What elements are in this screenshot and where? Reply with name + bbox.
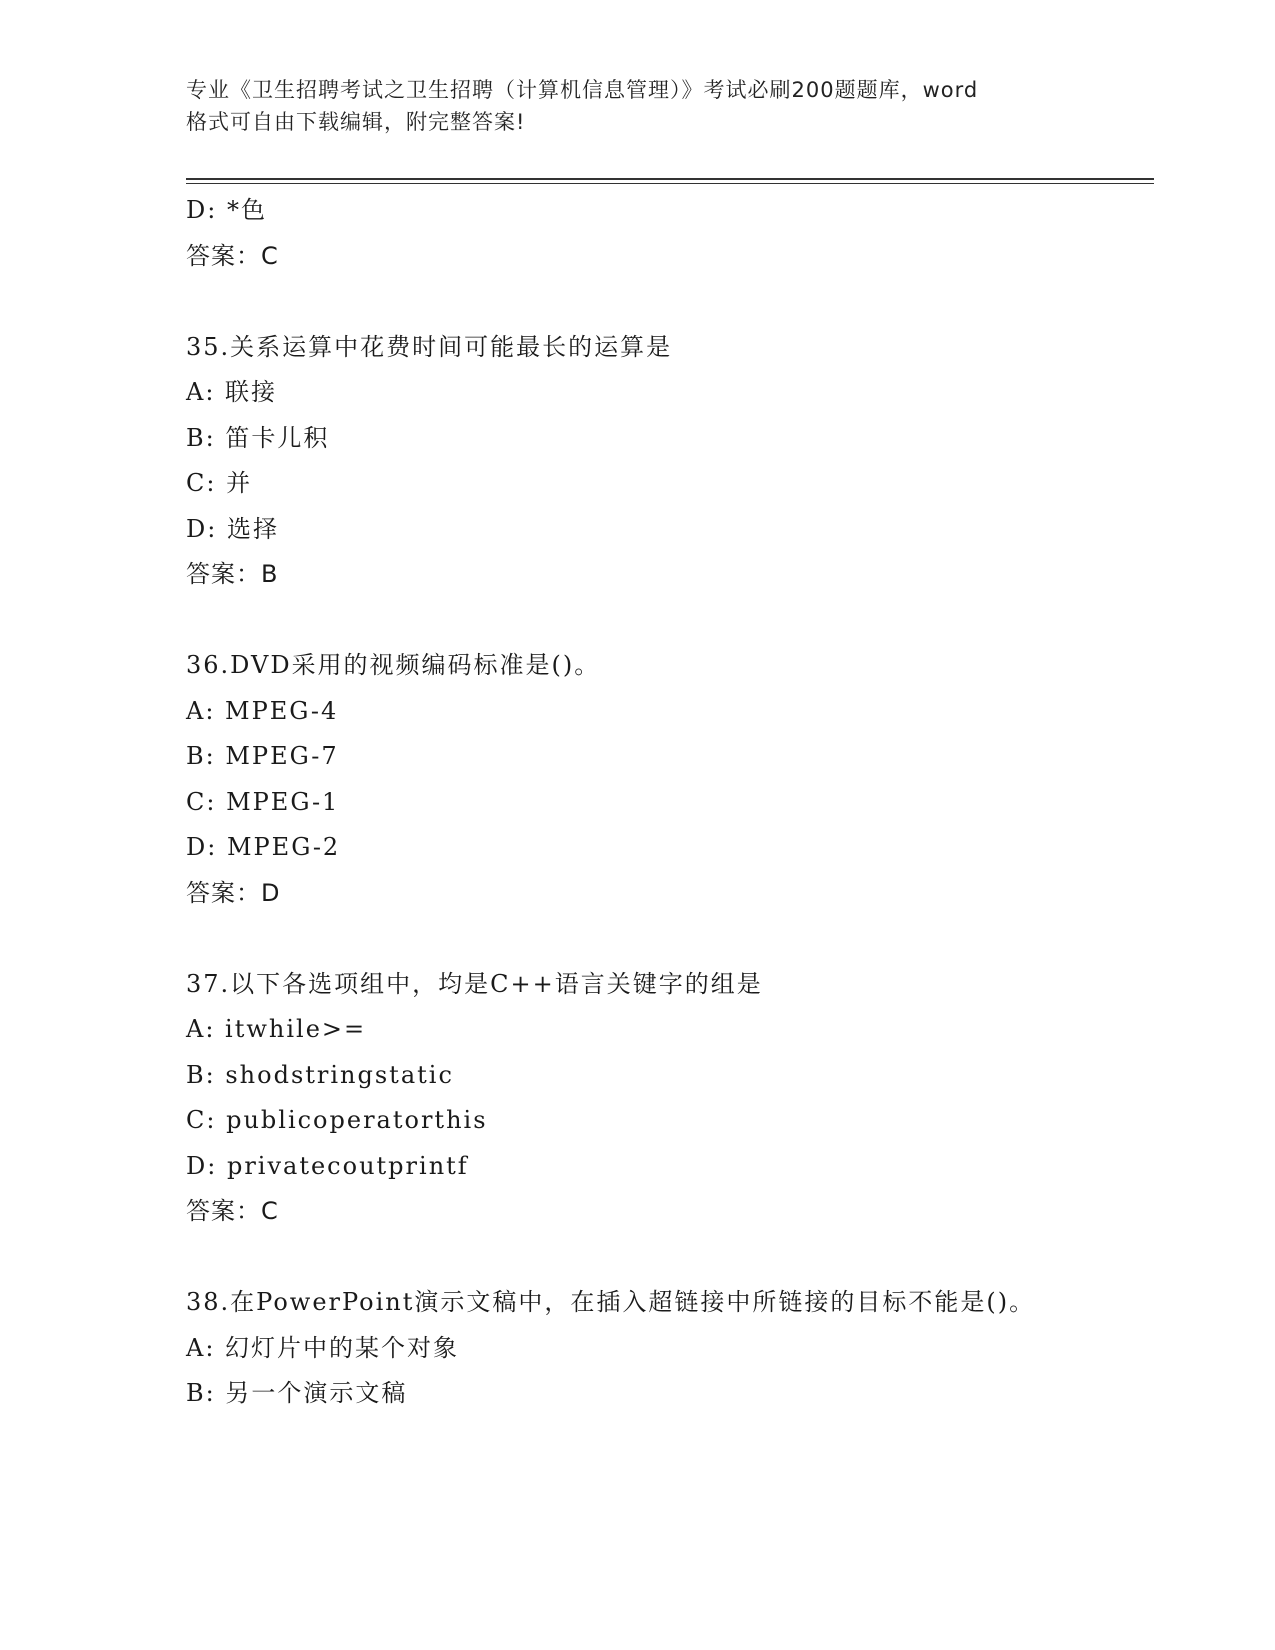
option-c: C: 并 bbox=[186, 469, 253, 497]
question-list bbox=[186, 188, 1154, 1417]
option-a: A: MPEG-4 bbox=[186, 696, 339, 725]
question-text: 38.在PowerPoint演示文稿中，在插入超链接中所链接的目标不能是()。 bbox=[186, 1288, 1036, 1316]
answer-line: 答案：D bbox=[186, 878, 281, 907]
option-c: C: publicoperatorthis bbox=[186, 1106, 488, 1134]
option-d: D: *色 bbox=[186, 196, 267, 224]
option-b: B: 笛卡儿积 bbox=[186, 423, 330, 452]
option-d: D: privatecoutprintf bbox=[186, 1151, 469, 1180]
header-rule-thin bbox=[186, 183, 1154, 184]
question-text: 37.以下各选项组中，均是C++语言关键字的组是 bbox=[186, 969, 763, 998]
question-block-37 bbox=[186, 962, 1154, 1235]
document-page bbox=[186, 0, 1154, 1650]
answer-line: 答案：C bbox=[186, 1197, 279, 1225]
question-text: 35.关系运算中花费时间可能最长的运算是 bbox=[186, 332, 673, 361]
spacer bbox=[186, 916, 1154, 962]
header-rule-thick bbox=[186, 178, 1154, 180]
document-header bbox=[186, 74, 1086, 138]
answer-line: 答案：C bbox=[186, 241, 279, 270]
header-line-2: 格式可自由下载编辑，附完整答案! bbox=[186, 110, 526, 134]
option-b: B: 另一个演示文稿 bbox=[186, 1379, 408, 1407]
header-line-1: 专业《卫生招聘考试之卫生招聘（计算机信息管理）》考试必刷200题题库，word bbox=[186, 78, 979, 102]
spacer bbox=[186, 279, 1154, 325]
question-block-36 bbox=[186, 643, 1154, 916]
option-c: C: MPEG-1 bbox=[186, 787, 340, 816]
answer-line: 答案：B bbox=[186, 560, 279, 588]
option-b: B: shodstringstatic bbox=[186, 1060, 454, 1089]
option-a: A: 幻灯片中的某个对象 bbox=[186, 1333, 460, 1362]
spacer bbox=[186, 598, 1154, 644]
option-b: B: MPEG-7 bbox=[186, 742, 339, 770]
option-d: D: 选择 bbox=[186, 514, 279, 543]
spacer bbox=[186, 1235, 1154, 1281]
option-a: A: 联接 bbox=[186, 378, 278, 406]
question-block-35 bbox=[186, 325, 1154, 598]
option-a: A: itwhile>= bbox=[186, 1015, 367, 1043]
option-d: D: MPEG-2 bbox=[186, 833, 341, 861]
question-text: 36.DVD采用的视频编码标准是()。 bbox=[186, 651, 601, 679]
question-block-previous bbox=[186, 188, 1154, 279]
question-block-38 bbox=[186, 1280, 1154, 1417]
